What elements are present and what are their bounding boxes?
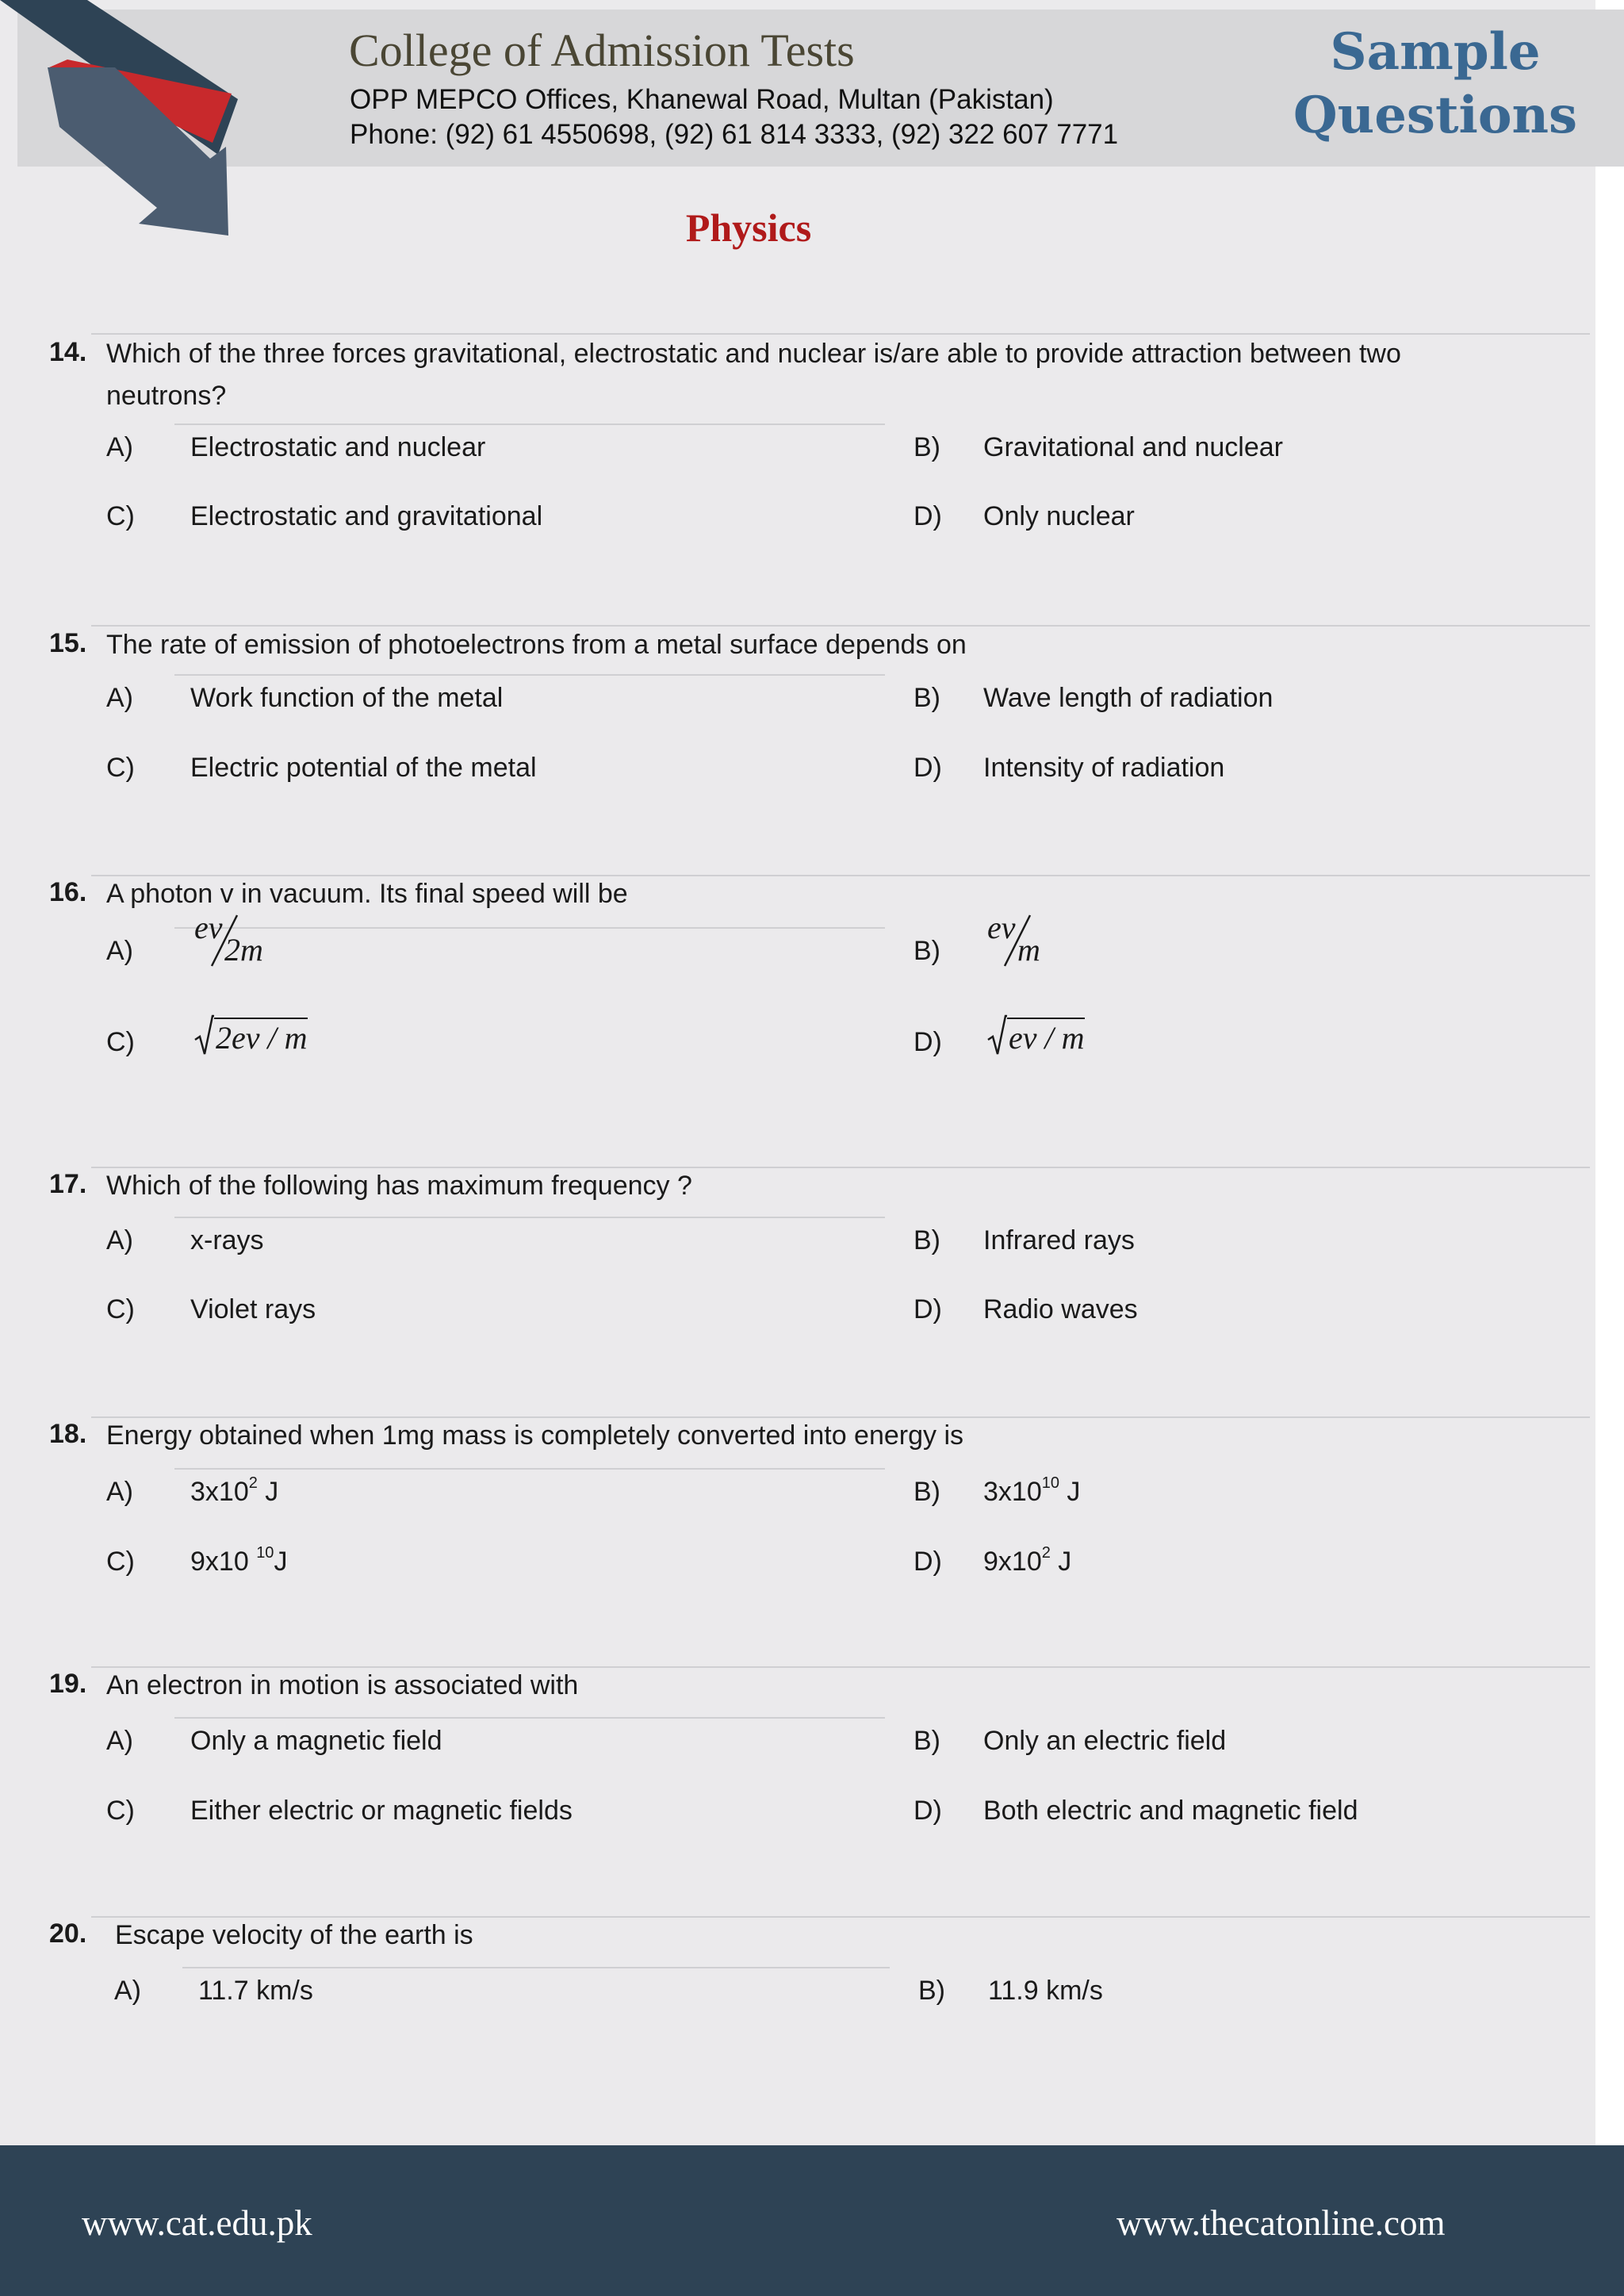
question-number: 18. [49, 1419, 87, 1449]
option-exponent: 10 [256, 1543, 274, 1562]
radicand: ev / m [1007, 1018, 1085, 1056]
fraction-numerator: ev [194, 910, 223, 945]
option-letter: C) [106, 1294, 135, 1324]
option-text[interactable]: 11.9 km/s [988, 1976, 1103, 2006]
option-fraction[interactable] [194, 909, 289, 980]
fraction-denominator: m [1017, 932, 1040, 968]
question-text: Which of the following has maximum frequency ? [106, 1171, 692, 1201]
option-letter: A) [106, 1726, 133, 1756]
question-text: A photon v in vacuum. Its final speed will be [106, 879, 628, 909]
option-text[interactable]: Intensity of radiation [983, 753, 1225, 783]
subject-title: Physics [685, 205, 812, 250]
option-text[interactable]: Only a magnetic field [190, 1726, 442, 1756]
option-letter: D) [914, 753, 942, 783]
option-base: 3x10 [190, 1477, 249, 1507]
option-text[interactable]: Radio waves [983, 1294, 1138, 1324]
option-text[interactable]: 11.7 km/s [198, 1976, 313, 2006]
option-base: 9x10 [190, 1547, 257, 1577]
option-letter: C) [106, 1027, 135, 1057]
option-letter: D) [914, 1547, 942, 1577]
option-text[interactable]: Violet rays [190, 1294, 316, 1324]
fraction-denominator: 2m [224, 932, 263, 968]
option-letter: D) [914, 501, 942, 531]
footer-link-thecatonline[interactable]: www.thecatonline.com [1116, 2203, 1446, 2243]
fraction-numerator: ev [987, 910, 1016, 945]
option-letter: A) [106, 1477, 133, 1507]
sample-line-2: Questions [1293, 86, 1578, 145]
answer-divider [174, 1468, 885, 1470]
option-letter: C) [106, 501, 135, 531]
option-letter: B) [914, 936, 940, 966]
option-text[interactable] [190, 1474, 279, 1508]
question-text: Which of the three forces gravitational, electrostatic and nuclear is/are able to provide attraction between two neutrons? [106, 339, 1401, 411]
radical-sign-icon [986, 1013, 1007, 1060]
option-base: 3x10 [983, 1477, 1042, 1507]
option-text[interactable]: Wave length of radiation [983, 683, 1274, 713]
option-letter: D) [914, 1027, 942, 1057]
option-letter: C) [106, 1796, 135, 1826]
option-unit: J [257, 1477, 279, 1507]
option-text[interactable]: Work function of the metal [190, 683, 504, 713]
question-number: 14. [49, 337, 87, 367]
radicand: 2ev / m [214, 1018, 308, 1056]
option-text[interactable]: x-rays [190, 1225, 264, 1255]
question-text: The rate of emission of photoelectrons from a metal surface depends on [106, 630, 967, 660]
option-text[interactable] [983, 1543, 1072, 1577]
option-text[interactable]: Gravitational and nuclear [983, 432, 1284, 462]
option-text[interactable]: Both electric and magnetic field [983, 1796, 1358, 1826]
question-number: 16. [49, 877, 87, 907]
option-letter: B) [914, 1477, 940, 1507]
option-base: 9x10 [983, 1547, 1042, 1577]
answer-divider [182, 1967, 890, 1968]
answer-divider [174, 424, 885, 425]
question-number: 19. [49, 1669, 87, 1699]
option-unit: J [1059, 1477, 1081, 1507]
option-text[interactable]: Infrared rays [983, 1225, 1135, 1255]
option-text[interactable] [983, 1474, 1081, 1508]
answer-divider [174, 1217, 885, 1218]
option-letter: B) [914, 1726, 940, 1756]
org-address: OPP MEPCO Offices, Khanewal Road, Multan (Pakistan) [350, 84, 1054, 115]
option-text[interactable]: Only an electric field [983, 1726, 1227, 1756]
option-letter: B) [914, 683, 940, 713]
option-letter: D) [914, 1796, 942, 1826]
sample-questions-label [1285, 21, 1586, 148]
question-number: 17. [49, 1169, 87, 1199]
option-letter: C) [106, 753, 135, 783]
sample-line-1: Sample [1330, 22, 1541, 82]
option-unit: J [1050, 1547, 1072, 1577]
question-number: 15. [49, 628, 87, 658]
option-text[interactable]: Electrostatic and gravitational [190, 501, 543, 531]
question-text: Energy obtained when 1mg mass is completely converted into energy is [106, 1420, 964, 1451]
option-letter: C) [106, 1547, 135, 1577]
option-letter: A) [106, 432, 133, 462]
option-fraction[interactable] [987, 909, 1082, 980]
option-letter: B) [918, 1976, 945, 2006]
org-phone: Phone: (92) 61 4550698, (92) 61 814 3333, (92) 322 607 7771 [350, 119, 1119, 150]
radical-sign-icon [193, 1013, 214, 1060]
option-letter: A) [106, 683, 133, 713]
option-unit: J [274, 1547, 288, 1577]
footer-link-cat[interactable]: www.cat.edu.pk [82, 2203, 312, 2243]
org-name: College of Admission Tests [349, 25, 855, 76]
question-text: An electron in motion is associated with [106, 1670, 579, 1700]
question-text: Escape velocity of the earth is [115, 1920, 473, 1950]
question-number: 20. [49, 1918, 87, 1949]
option-letter: A) [106, 936, 133, 966]
option-letter: A) [114, 1976, 141, 2006]
answer-divider [174, 674, 885, 676]
option-letter: B) [914, 1225, 940, 1255]
option-text[interactable]: Only nuclear [983, 501, 1135, 531]
option-text[interactable] [190, 1543, 288, 1577]
option-text[interactable]: Electric potential of the metal [190, 753, 537, 783]
option-exponent: 2 [1041, 1543, 1051, 1562]
option-text[interactable]: Either electric or magnetic fields [190, 1796, 573, 1826]
option-exponent: 10 [1041, 1474, 1059, 1492]
option-text[interactable]: Electrostatic and nuclear [190, 432, 486, 462]
answer-divider [174, 1717, 885, 1719]
option-exponent: 2 [248, 1474, 258, 1492]
option-letter: D) [914, 1294, 942, 1324]
option-letter: B) [914, 432, 940, 462]
option-letter: A) [106, 1225, 133, 1255]
